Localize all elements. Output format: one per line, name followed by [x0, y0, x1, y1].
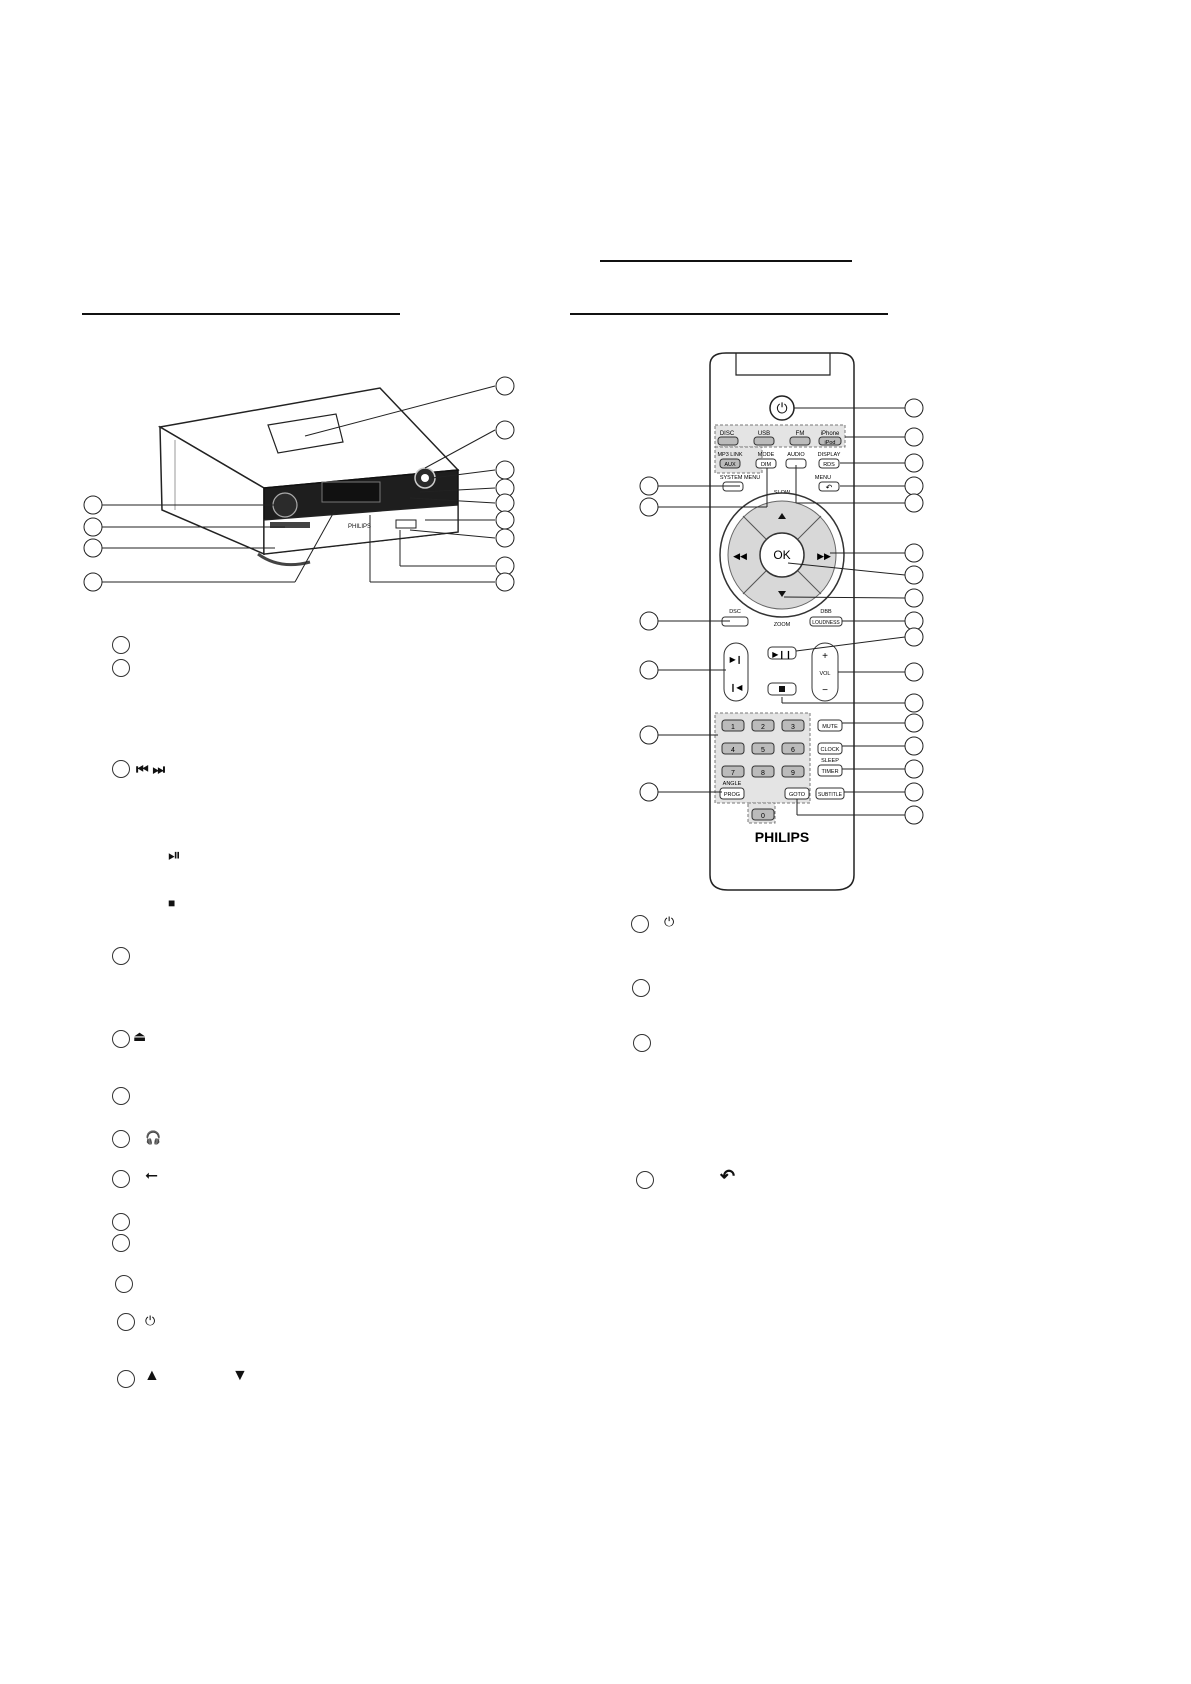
remote-label-angle: ANGLE [722, 781, 742, 787]
key-3: 3 [791, 724, 795, 731]
key-4: 4 [731, 747, 735, 754]
key-5: 5 [761, 747, 765, 754]
power-icon: ⏻ [145, 1313, 156, 1328]
remote-illustration [630, 345, 960, 895]
headphones-icon: 🎧 [145, 1130, 162, 1145]
remote-btn-aux: AUX [724, 462, 736, 468]
main-unit-brand: PHILIPS [348, 524, 372, 530]
remote-btn-usb: USB [757, 431, 771, 437]
svg-text:▶▶: ▶▶ [817, 551, 831, 561]
remote-vol-minus: − [822, 685, 828, 696]
remote-vol-plus: + [822, 651, 828, 662]
legend-circle-8 [112, 1170, 130, 1188]
legend-circle-9 [112, 1213, 130, 1231]
remote-btn-mute: MUTE [822, 724, 838, 730]
remote-btn-dim: DIM [760, 462, 772, 468]
svg-text:❙◀: ❙◀ [729, 683, 743, 692]
key-2: 2 [761, 724, 765, 731]
key-9: 9 [791, 770, 795, 777]
legend-circle-12 [117, 1313, 135, 1331]
remote-label-menu: MENU [814, 475, 832, 481]
remote-back-icon: ↶ [825, 483, 833, 492]
section-rule-top-right [600, 260, 852, 262]
svg-text:▶❙❙: ▶❙❙ [772, 650, 792, 659]
legend-circle-3 [112, 760, 130, 778]
remote-label-audio: AUDIO [787, 452, 805, 458]
remote-label-system-menu: SYSTEM MENU [719, 475, 761, 481]
remote-label-zoom: ZOOM [773, 622, 791, 628]
section-rule-left [82, 313, 400, 315]
legend-circle-13 [117, 1370, 135, 1388]
legend-circle-2 [112, 659, 130, 677]
remote-label-dbb: DBB [820, 609, 832, 615]
svg-text:◀◀: ◀◀ [733, 551, 747, 561]
remote-legend-circle-4 [636, 1171, 654, 1189]
up-arrow-icon: ▲ [144, 1367, 160, 1384]
legend-circle-6 [112, 1087, 130, 1105]
remote-btn-loudness: LOUDNESS [812, 620, 840, 626]
remote-label-display: DISPLAY [817, 452, 841, 458]
key-8: 8 [761, 770, 765, 777]
remote-label-mp3link: MP3 LINK [717, 452, 743, 458]
section-rule-right [570, 313, 888, 315]
remote-btn-goto: GOTO [788, 792, 806, 798]
remote-label-mode: MODE [757, 452, 775, 458]
main-unit-illustration [80, 370, 530, 600]
remote-btn-iphone: iPhone [820, 431, 840, 437]
remote-legend-power-icon: ⏻ [664, 914, 675, 929]
play-pause-icon: ⏯ [168, 847, 181, 864]
key-7: 7 [731, 770, 735, 777]
remote-btn-ipod: iPod [824, 440, 836, 446]
remote-brand: PHILIPS [754, 829, 810, 845]
remote-btn-fm: FM [795, 431, 805, 437]
remote-legend-circle-1 [631, 915, 649, 933]
eject-icon: ⏏ [133, 1028, 147, 1044]
remote-label-vol: VOL [819, 671, 831, 677]
key-0: 0 [761, 813, 765, 820]
remote-legend-circle-3 [633, 1034, 651, 1052]
remote-label-dsc: DSC [729, 609, 741, 615]
key-1: 1 [731, 724, 735, 731]
remote-btn-subtitle: SUBTITLE [818, 792, 842, 798]
remote-power-icon: ⏻ [776, 400, 788, 416]
remote-btn-clock: CLOCK [820, 747, 840, 753]
remote-label-sleep: SLEEP [821, 758, 839, 764]
remote-ok-button: OK [773, 548, 791, 562]
remote-btn-disc: DISC [719, 431, 735, 437]
legend-circle-1 [112, 636, 130, 654]
remote-btn-rds: RDS [823, 462, 835, 468]
down-arrow-icon: ▼ [232, 1367, 248, 1384]
legend-circle-4 [112, 947, 130, 965]
prev-next-icon: ⏮ ⏭ [136, 761, 166, 777]
stop-icon: ■ [168, 896, 176, 910]
legend-circle-10 [112, 1234, 130, 1252]
svg-text:▶❙: ▶❙ [729, 655, 743, 664]
legend-circle-5 [112, 1030, 130, 1048]
usb-icon: ⭠ [145, 1167, 158, 1184]
legend-circle-7 [112, 1130, 130, 1148]
remote-btn-timer: TIMER [821, 769, 839, 775]
remote-legend-back-icon: ↶ [720, 1166, 736, 1186]
remote-legend-circle-2 [632, 979, 650, 997]
legend-circle-11 [115, 1275, 133, 1293]
key-6: 6 [791, 747, 795, 754]
remote-btn-prog: PROG [723, 792, 741, 798]
